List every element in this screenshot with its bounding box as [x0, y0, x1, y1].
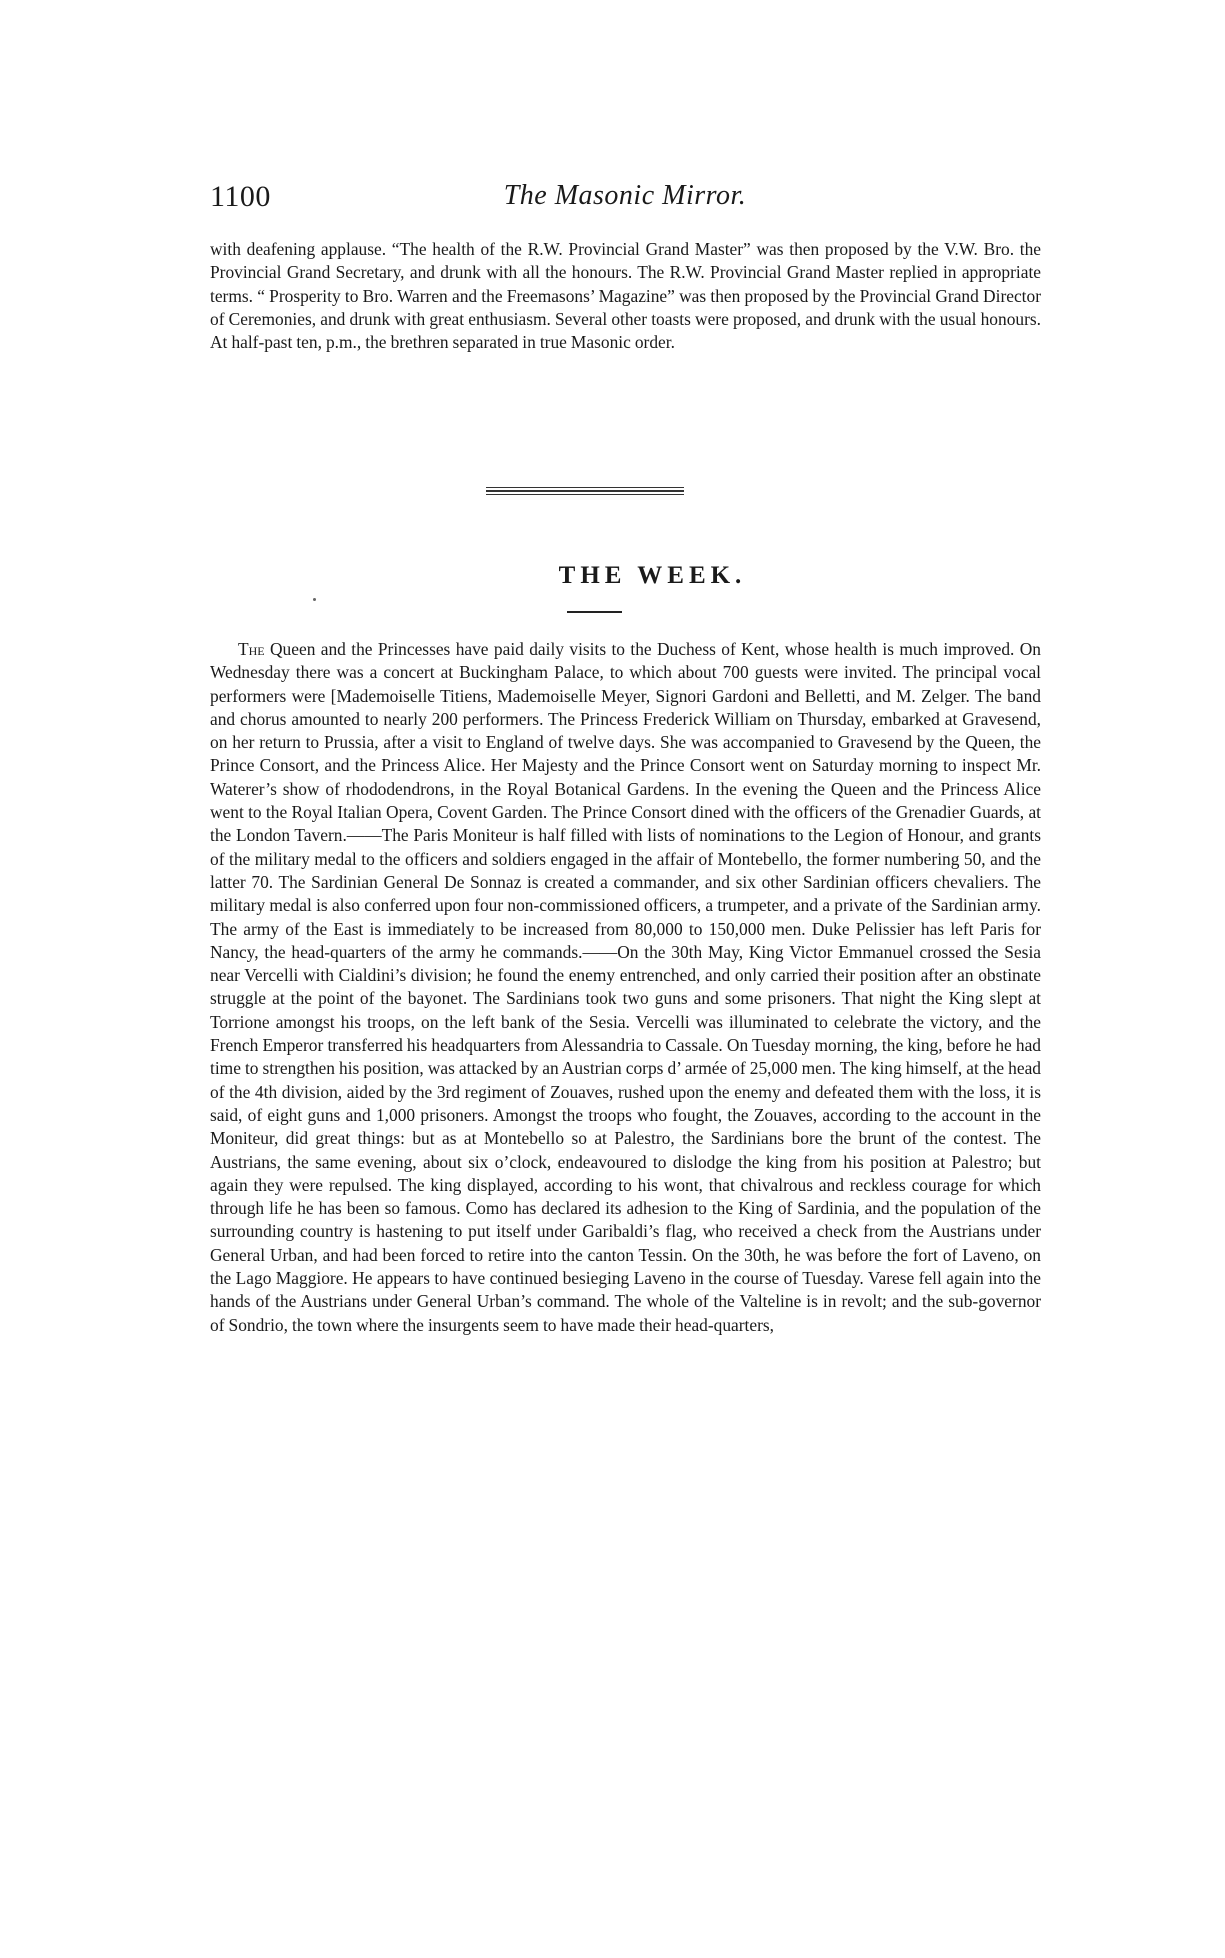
title-rule	[567, 611, 622, 613]
print-speck	[313, 598, 316, 601]
intro-column	[210, 238, 1041, 354]
section-separator	[486, 487, 684, 494]
section-title: THE WEEK.	[558, 562, 747, 589]
article-paragraph	[210, 638, 1041, 1337]
separator-line	[486, 487, 684, 488]
lead-word: The	[238, 639, 265, 659]
page-number: 1100	[210, 180, 271, 213]
article-column	[210, 638, 1041, 1337]
page-header	[210, 180, 1040, 230]
running-title: The Masonic Mirror.	[503, 180, 747, 211]
article-body: Queen and the Princesses have paid daily visits to the Duchess of Kent, whose health is much improved. On Wednesday there was a concert at Buckingham Palace, to which about 700 guests were invited. The principal vocal performers were [Mademoiselle Titiens, Mademoiselle Meyer, Signori Gardoni and Belletti, and M. Zelger. The band and chorus amounted to nearly 200 performers. The Princess Frederick William on Thursday, embarked at Gravesend, on her return to Prussia, after a visit to England of twelve days. She was accompanied to Gravesend by the Queen, the Prince Consort, and the Princess Alice. Her Majesty and the Prince Consort went on Saturday morning to inspect Mr. Waterer’s show of rhododendrons, in the Royal Botanical Gardens. In the evening the Queen and the Princess Alice went to the Royal Italian Opera, Covent Garden. The Prince Consort dined with the officers of the Grenadier Guards, at the London Tavern.——The Paris Moniteur is half filled with lists of nominations to the Legion of Honour, and grants of the military medal to the officers and soldiers engaged in the affair of Montebello, the former numbering 50, and the latter 70. The Sardinian General De Sonnaz is created a commander, and six other Sardinian officers chevaliers. The military medal is also conferred upon four non-commissioned officers, a trumpeter, and a private of the Sardinian army. The army of the East is immediately to be increased from 80,000 to 150,000 men. Duke Pelissier has left Paris for Nancy, the head-quarters of the army he commands.——On the 30th May, King Victor Emmanuel crossed the Sesia near Vercelli with Cialdini’s division; he found the enemy entrenched, and only carried their position after an obstinate struggle at the point of the bayonet. The Sardinians took two guns and some prisoners. That night the King slept at Torrione amongst his troops, on the left bank of the Sesia. Vercelli was illuminated to celebrate the victory, and the French Emperor transferred his headquarters from Alessandria to Cassale. On Tuesday morning, the king, before he had time to strengthen his position, was attacked by an Austrian corps d’ armée of 25,000 men. The king himself, at the head of the 4th division, aided by the 3rd regiment of Zouaves, rushed upon the enemy and defeated them with the loss, it is said, of eight guns and 1,000 prisoners. Amongst the troops who fought, the Zouaves, according to the account in the Moniteur, did great things: but as at Montebello so at Palestro, the Sardinians bore the brunt of the contest. The Austrians, the same evening, about six o’clock, endeavoured to dislodge the king from his position at Palestro; but again they were repulsed. The king displayed, according to his wont, that chivalrous and reckless courage for which through life he has been so famous. Como has declared its adhesion to the King of Sardinia, and the population of the surrounding country is hastening to put itself under Garibaldi’s flag, who received a check from the Austrians under General Urban, and had been forced to retire into the canton Tessin. On the 30th, he was before the fort of Laveno, on the Lago Maggiore. He appears to have continued besieging Laveno in the course of Tuesday. Varese fell again into the hands of the Austrians under General Urban’s command. The whole of the Valteline is in revolt; and the sub-governor of Sondrio, the town where the insurgents seem to have made their head-quarters,	[210, 639, 1041, 1335]
separator-line	[486, 494, 684, 495]
intro-paragraph: with deafening applause. “The health of the R.W. Provincial Grand Master” was then proposed by the V.W. Bro. the Provincial Grand Secretary, and drunk with all the honours. The R.W. Provincial Grand Master replied in appropriate terms. “ Prosperity to Bro. Warren and the Freemasons’ Magazine” was then proposed by the Provincial Grand Director of Ceremonies, and drunk with great enthusiasm. Several other toasts were proposed, and drunk with the usual honours. At half-past ten, p.m., the brethren separated in true Masonic order.	[210, 239, 1041, 353]
separator-line	[486, 490, 684, 492]
